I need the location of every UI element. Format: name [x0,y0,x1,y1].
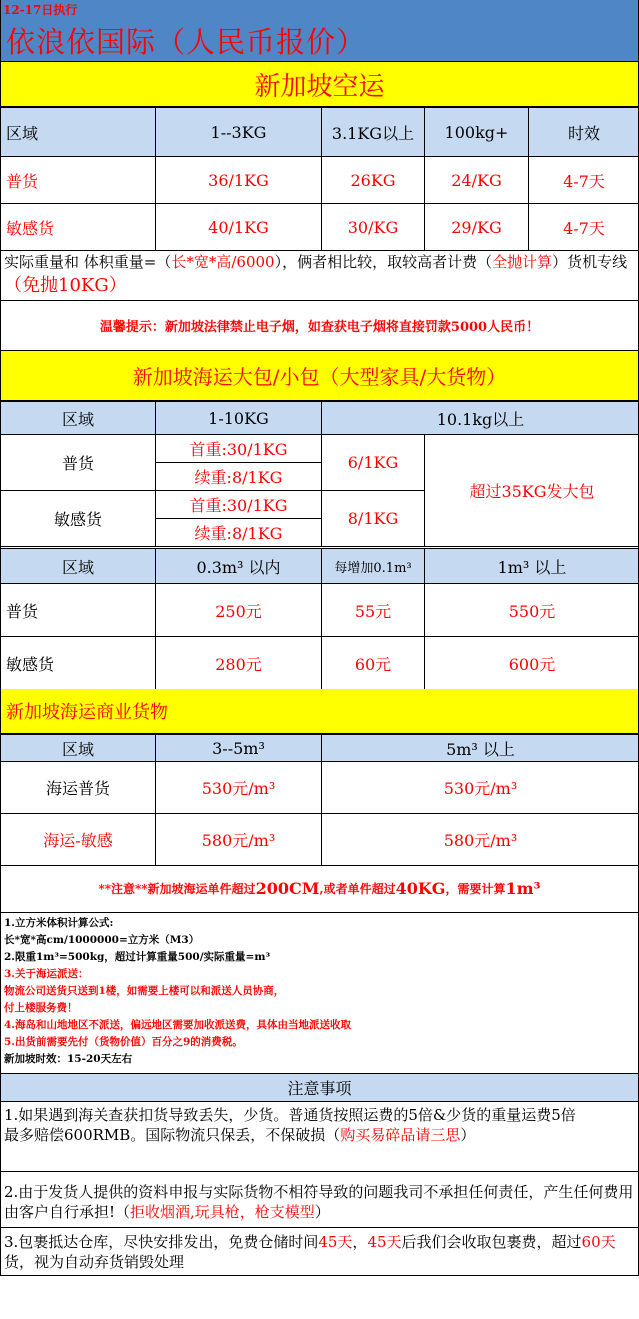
price-cell: 8/1KG [322,491,425,547]
notice-highlight: 45天 [318,1233,353,1251]
warning-highlight: 1m³ [505,879,541,898]
formula-line: 1.立方米体积计算公式: [4,917,114,929]
e-cigarette-warning: 温馨提示：新加坡法律禁止电子烟，如查获电子烟将直接罚款5000人民币！ [0,301,639,351]
price-cell: 280元 [156,637,322,690]
col-header: 3--5m³ [156,735,322,762]
col-header: 0.3m³ 以内 [156,549,322,584]
notice-text: 3.包裹抵达仓库，尽快安排发出，免费仓储时间 [4,1233,319,1251]
sea-parcel-section-title: 新加坡海运大包/小包（大型家具/大货物） [0,351,639,401]
col-header: 100kg+ [425,108,529,157]
formula-line: 物流公司送货只送到1楼，如需要上楼可以和派送人员协商， [4,985,285,997]
note-text: ），俩者相比较，取较高者计费（ [274,253,493,271]
warning-text: ，需要计算 [445,882,506,896]
air-section-title: 新加坡空运 [0,62,639,107]
notice-item-1 [0,1102,639,1172]
notice-highlight: 60天 [581,1233,616,1251]
notice-item-3 [0,1228,639,1276]
page-title: 依浪依国际（人民币报价） [6,25,367,59]
row-label: 普货 [1,157,156,204]
price-cell: 580元/m³ [156,814,322,866]
sheet-left-border [0,0,1,1276]
price-cell: 600元 [425,637,639,690]
row-label: 普货 [1,435,156,491]
price-cell: 550元 [425,584,639,637]
notice-text: 货，视为自动弃货销毁处理 [4,1253,185,1271]
table-row [1,435,639,463]
price-cell: 40/1KG [156,204,322,251]
row-label: 海运-敏感 [1,814,156,866]
price-cell: 250元 [156,584,322,637]
time-cell: 4-7天 [529,157,639,204]
col-header: 1-10KG [156,402,322,435]
col-header: 区域 [1,108,156,157]
cont-weight-cell: 续重:8/1KG [156,463,322,491]
sea-commercial-section-title: 新加坡海运商业货物 [0,689,639,734]
row-label: 海运普货 [1,762,156,814]
table-row [1,762,639,814]
table-row [1,584,639,637]
sea-commercial-table [0,734,639,866]
notice-text: 1.如果遇到海关查获扣货导致丢失，少货。普通货按照运费的5倍&少货的重量运费5倍 [4,1106,576,1124]
notice-item-2 [0,1172,639,1228]
col-header: 每增加0.1m³ [322,549,425,584]
price-cell: 26KG [322,157,425,204]
row-label: 敏感货 [1,491,156,547]
table-header-row [1,108,639,157]
note-text: ）货机专线 [552,253,628,271]
col-header: 1m³ 以上 [425,549,639,584]
formula-line: 新加坡时效：15-20天左右 [4,1053,133,1065]
formula-line: 5.出货前需要先付（货物价值）百分之9的消费税。 [4,1036,243,1048]
row-label: 普货 [1,584,156,637]
formula-line: 2.限重1m³=500kg，超过计算重量500/实际重量=m³ [4,951,271,963]
col-header: 5m³ 以上 [322,735,639,762]
col-header: 区域 [1,549,156,584]
warning-highlight: 200CM [255,879,320,898]
table-row [1,814,639,866]
sea-parcel-weight-table [0,401,639,547]
col-header: 区域 [1,402,156,435]
col-header: 3.1KG以上 [322,108,425,157]
price-cell: 36/1KG [156,157,322,204]
price-cell: 580元/m³ [322,814,639,866]
formula-line: 长*宽*高cm/1000000=立方米（M3） [4,934,200,946]
price-cell: 530元/m³ [156,762,322,814]
row-label: 敏感货 [1,637,156,690]
note-big-highlight: （免抛10KG） [4,275,127,296]
air-weight-note [0,250,639,301]
price-cell: 55元 [322,584,425,637]
table-header-row [1,549,639,584]
notice-text: ） [314,1203,330,1221]
notice-text: 最多赔偿600RMB。国际物流只保丢，不保破损（ [4,1126,341,1144]
notice-text: ， [352,1233,368,1251]
cont-weight-cell: 续重:8/1KG [156,519,322,547]
price-cell: 530元/m³ [322,762,639,814]
warning-text: ,或者单件超过 [319,882,396,896]
col-header: 时效 [529,108,639,157]
formula-line: 4.海岛和山地地区不派送，偏远地区需要加收派送费，具体由当地派送收取 [4,1019,351,1031]
time-cell: 4-7天 [529,204,639,251]
first-weight-cell: 首重:30/1KG [156,491,322,519]
notice-highlight: 45天 [367,1233,402,1251]
warning-text: **注意**新加坡海运单件超过 [98,882,256,896]
col-header: 1--3KG [156,108,322,157]
note-formula: 长*宽*高/6000 [171,253,275,271]
notice-title: 注意事项 [0,1074,639,1102]
note-highlight: 全抛计算 [492,253,553,271]
price-cell: 6/1KG [322,435,425,491]
big-parcel-note: 超过35KG发大包 [425,435,639,547]
price-cell: 29/KG [425,204,529,251]
oversize-warning [0,865,639,913]
first-weight-cell: 首重:30/1KG [156,435,322,463]
notice-text: 2.由于发货人提供的资料申报与实际货物不相符导致的问题我司不承担任何责任，产生任何费用由客户自行承担!（ [4,1183,634,1221]
warning-highlight: 40KG [395,879,446,898]
notice-text: ） [460,1126,476,1144]
formula-line: 3.关于海运派送： [4,968,89,980]
price-cell: 24/KG [425,157,529,204]
note-text: 实际重量和 体积重量=（ [4,253,172,271]
sea-parcel-volume-table [0,548,639,690]
table-row [1,637,639,690]
price-cell: 30/KG [322,204,425,251]
price-cell: 60元 [322,637,425,690]
effective-date: 12-17日执行 [3,3,78,17]
table-row [1,157,639,204]
col-header: 区域 [1,735,156,762]
air-price-table [0,107,639,251]
col-header: 10.1kg以上 [322,402,639,435]
header-banner [0,0,639,62]
table-header-row [1,735,639,762]
row-label: 敏感货 [1,204,156,251]
volume-formula-notes [0,913,639,1074]
notice-highlight: 拒收烟酒,玩具枪，枪支模型 [130,1203,315,1221]
formula-line: 付上楼服务费！ [4,1002,78,1014]
notice-text: 后我们会收取包裹费，超过 [401,1233,582,1251]
table-row [1,204,639,251]
notice-highlight: 购买易碎品请三思 [340,1126,461,1144]
table-header-row [1,402,639,435]
